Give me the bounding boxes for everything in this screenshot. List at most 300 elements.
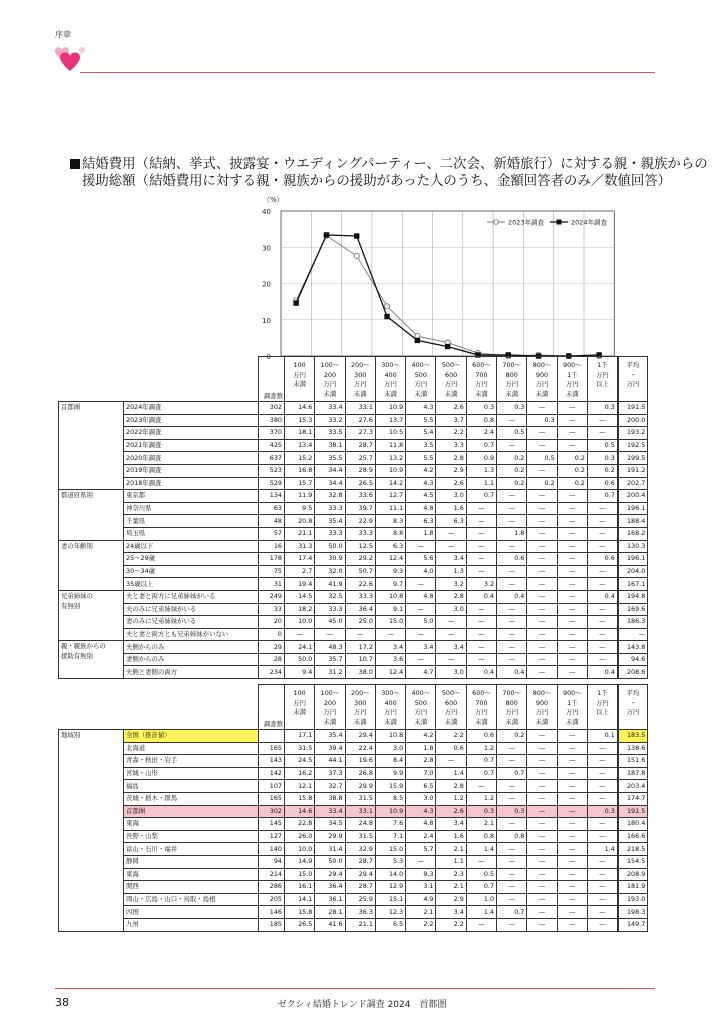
row-value: 0.8: [497, 830, 527, 843]
row-value: —: [497, 565, 527, 578]
row-value: 0.3: [587, 402, 617, 415]
row-value: 25.7: [345, 452, 375, 465]
row-value: —: [527, 540, 557, 553]
row-count: 529: [259, 477, 285, 490]
column-header: 800～ 900 万円 未満: [527, 685, 557, 730]
legend-label: 2023年調査: [508, 218, 545, 227]
row-value: —: [436, 540, 466, 553]
table-row: [59, 590, 648, 603]
row-value: 50.0: [285, 653, 315, 666]
row-value: 32.9: [345, 843, 375, 856]
row-label: 夫のみに兄弟姉妹がいる: [124, 603, 259, 616]
row-value: 26.5: [285, 918, 315, 931]
row-value: 8.4: [375, 755, 405, 768]
row-count: 146: [259, 906, 285, 919]
row-value: 32.8: [315, 490, 345, 503]
row-label: 神奈川県: [124, 502, 259, 515]
header-count: 調査数: [259, 685, 285, 730]
data-point: [324, 232, 329, 237]
row-value: 24.1: [285, 641, 315, 654]
row-value: 0.2: [497, 464, 527, 477]
row-value: 4.5: [406, 490, 436, 503]
table-by-segment: [58, 356, 648, 679]
row-value: 1.0: [466, 893, 496, 906]
row-label: 35歳以上: [124, 578, 259, 591]
row-value: 3.1: [406, 881, 436, 894]
column-header: 300～ 400 万円 未満: [375, 685, 405, 730]
row-value: —: [557, 792, 587, 805]
row-value: 9.9: [375, 767, 405, 780]
row-value: —: [557, 730, 587, 743]
row-value: 5.5: [406, 452, 436, 465]
row-value: 1.4: [436, 767, 466, 780]
row-value: 1.2: [436, 792, 466, 805]
table-row: [59, 830, 648, 843]
row-count: 380: [259, 414, 285, 427]
row-value: —: [587, 578, 617, 591]
row-value: —: [587, 755, 617, 768]
row-value: 34.4: [315, 464, 345, 477]
row-value: 0.3: [466, 402, 496, 415]
row-value: 0.3: [497, 402, 527, 415]
row-value: —: [466, 515, 496, 528]
row-value: —: [587, 742, 617, 755]
row-value: —: [557, 427, 587, 440]
row-value: 3.2: [466, 578, 496, 591]
row-value: —: [527, 742, 557, 755]
column-header: 900～ 1千 万円 未満: [557, 685, 587, 730]
row-value: —: [587, 414, 617, 427]
table-row: [59, 565, 648, 578]
row-value: 0.4: [587, 666, 617, 679]
row-value: —: [527, 553, 557, 566]
row-value: 4.8: [406, 502, 436, 515]
row-label: 富山・石川・福井: [124, 843, 259, 856]
row-value: 0.7: [497, 906, 527, 919]
row-value: 6.3: [375, 540, 405, 553]
row-value: 15.8: [285, 906, 315, 919]
row-value: 9.3: [406, 868, 436, 881]
row-value: —: [375, 628, 405, 641]
row-value: —: [557, 590, 587, 603]
row-value: 15.2: [285, 452, 315, 465]
row-value: —: [587, 515, 617, 528]
row-value: —: [527, 628, 557, 641]
row-count: 57: [259, 527, 285, 540]
row-value: —: [527, 653, 557, 666]
row-value: 3.0: [406, 792, 436, 805]
row-value: —: [587, 918, 617, 931]
row-value: 2.4: [406, 830, 436, 843]
y-axis-label: （%）: [263, 196, 284, 204]
row-count: 234: [259, 666, 285, 679]
row-value: 0.2: [497, 730, 527, 743]
group-label: 妻の年齢別: [59, 540, 124, 590]
row-average: 166.6: [618, 830, 648, 843]
row-average: 203.4: [618, 780, 648, 793]
row-value: —: [587, 603, 617, 616]
row-value: —: [587, 767, 617, 780]
table-row: [59, 780, 648, 793]
row-value: 18.2: [285, 603, 315, 616]
row-value: —: [466, 540, 496, 553]
group-label: 首都圏: [59, 402, 124, 490]
row-count: 523: [259, 464, 285, 477]
row-value: 33.3: [315, 502, 345, 515]
row-count: 33: [259, 603, 285, 616]
row-value: 33.6: [345, 490, 375, 503]
row-count: 20: [259, 616, 285, 629]
row-value: 2.2: [436, 427, 466, 440]
row-value: —: [527, 527, 557, 540]
row-value: 12.4: [375, 666, 405, 679]
y-tick-label: 20: [262, 280, 271, 289]
row-average: 200.4: [618, 490, 648, 503]
row-value: 38.1: [315, 439, 345, 452]
row-value: 2.4: [466, 427, 496, 440]
row-label: 25～29歳: [124, 553, 259, 566]
row-value: 2.1: [406, 906, 436, 919]
row-value: 3.4: [436, 553, 466, 566]
row-value: 10.7: [345, 653, 375, 666]
row-value: 4.2: [406, 730, 436, 743]
row-value: 20.8: [285, 515, 315, 528]
row-value: —: [497, 893, 527, 906]
row-value: 0.8: [466, 830, 496, 843]
row-value: 10.0: [285, 616, 315, 629]
row-value: —: [497, 792, 527, 805]
row-average: 202.7: [618, 477, 648, 490]
column-header: 100～ 200 万円 未満: [315, 357, 345, 402]
row-value: 3.0: [436, 603, 466, 616]
column-header: 400～ 500 万円 未満: [406, 357, 436, 402]
row-value: 12.5: [345, 540, 375, 553]
row-value: 10.8: [375, 730, 405, 743]
row-value: —: [527, 818, 557, 831]
row-value: —: [557, 628, 587, 641]
row-value: —: [587, 502, 617, 515]
row-average: 198.3: [618, 906, 648, 919]
row-value: —: [436, 616, 466, 629]
row-value: 27.6: [345, 414, 375, 427]
table-row: [59, 452, 648, 465]
row-value: —: [557, 767, 587, 780]
group-label: 都道府県別: [59, 490, 124, 540]
row-value: —: [436, 527, 466, 540]
row-value: 15.0: [375, 843, 405, 856]
row-value: 3.3: [436, 439, 466, 452]
row-value: 33.3: [315, 527, 345, 540]
row-value: —: [557, 843, 587, 856]
column-header: 200～ 300 万円 未満: [345, 685, 375, 730]
table-row: [59, 653, 648, 666]
row-value: —: [406, 855, 436, 868]
table-row: [59, 767, 648, 780]
row-label: 妻のみに兄弟姉妹がいる: [124, 616, 259, 629]
header-blank: [124, 357, 259, 402]
row-value: —: [527, 515, 557, 528]
row-value: 39.7: [345, 502, 375, 515]
table-row: [59, 553, 648, 566]
row-value: —: [527, 755, 557, 768]
row-value: 0.2: [557, 477, 587, 490]
row-value: 35.4: [315, 730, 345, 743]
row-value: —: [557, 515, 587, 528]
row-value: 15.3: [285, 414, 315, 427]
row-average: 94.6: [618, 653, 648, 666]
column-header: 600～ 700 万円 未満: [466, 685, 496, 730]
row-value: —: [527, 666, 557, 679]
row-average: 191.5: [618, 402, 648, 415]
row-value: 13.7: [375, 414, 405, 427]
row-average: 191.2: [618, 464, 648, 477]
row-value: 4.8: [406, 818, 436, 831]
row-value: 2.8: [436, 780, 466, 793]
row-value: 33.4: [315, 805, 345, 818]
row-value: —: [527, 855, 557, 868]
row-count: 370: [259, 427, 285, 440]
row-value: —: [315, 628, 345, 641]
row-value: 13.4: [285, 439, 315, 452]
row-value: 3.4: [406, 641, 436, 654]
row-value: 0.3: [587, 805, 617, 818]
footer-divider: [55, 988, 655, 989]
row-value: —: [466, 641, 496, 654]
row-value: 2.6: [436, 805, 466, 818]
row-value: —: [466, 616, 496, 629]
row-value: —: [557, 490, 587, 503]
row-value: —: [587, 427, 617, 440]
row-value: 12.9: [375, 881, 405, 894]
row-label: 千葉県: [124, 515, 259, 528]
group-label: 兄弟姉妹の 有無別: [59, 590, 124, 640]
row-value: 36.4: [315, 881, 345, 894]
row-value: 12.7: [375, 490, 405, 503]
row-value: 0.4: [587, 590, 617, 603]
row-value: 31.3: [285, 540, 315, 553]
row-label: 2018年調査: [124, 477, 259, 490]
row-value: —: [557, 666, 587, 679]
row-count: 637: [259, 452, 285, 465]
row-value: 41.6: [315, 918, 345, 931]
row-count: 127: [259, 830, 285, 843]
row-label: 夫側と妻側の両方: [124, 666, 259, 679]
row-label: 夫と妻と両方とも兄弟姉妹がいない: [124, 628, 259, 641]
table-row: [59, 730, 648, 743]
row-average: 200.0: [618, 414, 648, 427]
row-value: 0.7: [466, 755, 496, 768]
row-value: —: [557, 906, 587, 919]
row-value: 10.9: [375, 402, 405, 415]
row-value: —: [527, 830, 557, 843]
column-header: 100 万円 未満: [285, 357, 315, 402]
row-value: 5.3: [375, 855, 405, 868]
row-value: 16.8: [285, 464, 315, 477]
table-row: [59, 742, 648, 755]
row-value: 5.0: [406, 616, 436, 629]
row-count: 28: [259, 653, 285, 666]
row-value: 7.1: [375, 830, 405, 843]
row-value: 3.0: [375, 742, 405, 755]
row-value: 1.1: [436, 855, 466, 868]
row-value: —: [557, 616, 587, 629]
data-point: [293, 300, 298, 305]
row-value: 14.1: [285, 893, 315, 906]
row-value: 7.6: [375, 818, 405, 831]
table-row: [59, 578, 648, 591]
row-value: —: [466, 527, 496, 540]
row-average: 149.7: [618, 918, 648, 931]
row-label: 東京都: [124, 490, 259, 503]
row-count: 214: [259, 868, 285, 881]
row-value: —: [557, 653, 587, 666]
row-label: 茨城・栃木・群馬: [124, 792, 259, 805]
row-label: 全国（推計値）: [124, 730, 259, 743]
row-value: 16.2: [285, 767, 315, 780]
y-tick-label: 30: [262, 244, 271, 253]
row-label: 北海道: [124, 742, 259, 755]
row-value: 2.1: [466, 818, 496, 831]
row-value: —: [527, 616, 557, 629]
row-average: 208.9: [618, 868, 648, 881]
row-value: —: [527, 565, 557, 578]
group-label: 親・親族からの 援助有無別: [59, 641, 124, 679]
row-value: —: [587, 616, 617, 629]
row-value: 29.4: [345, 868, 375, 881]
table-row: [59, 490, 648, 503]
row-value: —: [527, 590, 557, 603]
row-count: 31: [259, 578, 285, 591]
row-value: 28.7: [345, 855, 375, 868]
row-value: 0.4: [466, 590, 496, 603]
row-value: —: [527, 730, 557, 743]
row-value: —: [557, 527, 587, 540]
row-value: 36.4: [345, 603, 375, 616]
row-label: 2023年調査: [124, 414, 259, 427]
row-value: 14.2: [375, 477, 405, 490]
row-average: 193.0: [618, 893, 648, 906]
row-value: 26.0: [285, 830, 315, 843]
row-value: 0.4: [497, 590, 527, 603]
row-count: 134: [259, 490, 285, 503]
row-value: 9.5: [285, 502, 315, 515]
row-label: 妻側からのみ: [124, 653, 259, 666]
row-value: 45.0: [315, 616, 345, 629]
row-value: 35.5: [315, 452, 345, 465]
data-point: [354, 253, 359, 258]
row-value: —: [557, 855, 587, 868]
row-value: 1.6: [436, 830, 466, 843]
row-value: —: [345, 628, 375, 641]
header-count: 調査数: [259, 357, 285, 402]
row-value: 34.4: [315, 477, 345, 490]
data-point: [445, 344, 450, 349]
row-value: 28.7: [345, 439, 375, 452]
row-label: 埼玉県: [124, 527, 259, 540]
row-value: 2.8: [436, 452, 466, 465]
row-value: —: [587, 540, 617, 553]
row-value: 1.1: [466, 477, 496, 490]
row-value: —: [466, 780, 496, 793]
row-value: —: [557, 805, 587, 818]
row-label: 関西: [124, 881, 259, 894]
title-line-2: 援助総額（結婚費用に対する親・親族からの援助があった人のうち、金額回答者のみ／数値回答）: [82, 174, 672, 189]
row-value: —: [587, 527, 617, 540]
row-average: 191.5: [618, 805, 648, 818]
row-value: —: [557, 755, 587, 768]
row-value: 5.5: [406, 414, 436, 427]
row-value: 33.3: [345, 527, 375, 540]
row-value: 21.1: [285, 527, 315, 540]
row-count: [259, 730, 285, 743]
row-value: 19.6: [345, 755, 375, 768]
row-value: 0.5: [527, 452, 557, 465]
row-value: 3.4: [375, 641, 405, 654]
row-value: —: [557, 540, 587, 553]
row-value: 44.1: [315, 755, 345, 768]
row-value: —: [406, 578, 436, 591]
row-value: 31.2: [315, 666, 345, 679]
row-value: —: [557, 553, 587, 566]
row-value: 1.3: [466, 464, 496, 477]
row-average: 130.3: [618, 540, 648, 553]
row-value: 36.1: [315, 893, 345, 906]
row-value: 32.5: [315, 590, 345, 603]
row-value: 14.9: [285, 855, 315, 868]
table-row: [59, 868, 648, 881]
row-value: 37.3: [315, 767, 345, 780]
table-row: [59, 881, 648, 894]
row-value: 25.0: [345, 616, 375, 629]
column-header: 400～ 500 万円 未満: [406, 685, 436, 730]
column-header: 200～ 300 万円 未満: [345, 357, 375, 402]
row-value: —: [497, 868, 527, 881]
table-row: [59, 818, 648, 831]
row-value: —: [557, 439, 587, 452]
y-tick-label: 40: [262, 208, 271, 216]
row-value: —: [527, 780, 557, 793]
row-average: 143.8: [618, 641, 648, 654]
row-value: 12.4: [375, 553, 405, 566]
row-value: 2.2: [436, 730, 466, 743]
row-value: —: [587, 818, 617, 831]
y-tick-label: 0: [266, 353, 271, 361]
row-value: 0.5: [466, 868, 496, 881]
row-value: 28.7: [345, 881, 375, 894]
row-value: —: [527, 439, 557, 452]
row-value: 11.9: [285, 490, 315, 503]
table-row: [59, 540, 648, 553]
row-value: —: [527, 881, 557, 894]
row-value: 2.8: [436, 590, 466, 603]
row-value: —: [497, 818, 527, 831]
row-value: 12.1: [285, 780, 315, 793]
row-value: 41.9: [315, 578, 345, 591]
row-value: 1.2: [466, 742, 496, 755]
row-value: —: [527, 868, 557, 881]
table-row: [59, 893, 648, 906]
row-value: 26.8: [345, 767, 375, 780]
row-value: 32.0: [315, 565, 345, 578]
row-count: 75: [259, 565, 285, 578]
line-chart: [0, 0, 724, 400]
row-value: 3.4: [436, 641, 466, 654]
row-label: 首都圏: [124, 805, 259, 818]
row-count: 140: [259, 843, 285, 856]
row-value: 12.3: [375, 906, 405, 919]
row-value: 50.0: [315, 540, 345, 553]
row-value: —: [527, 490, 557, 503]
